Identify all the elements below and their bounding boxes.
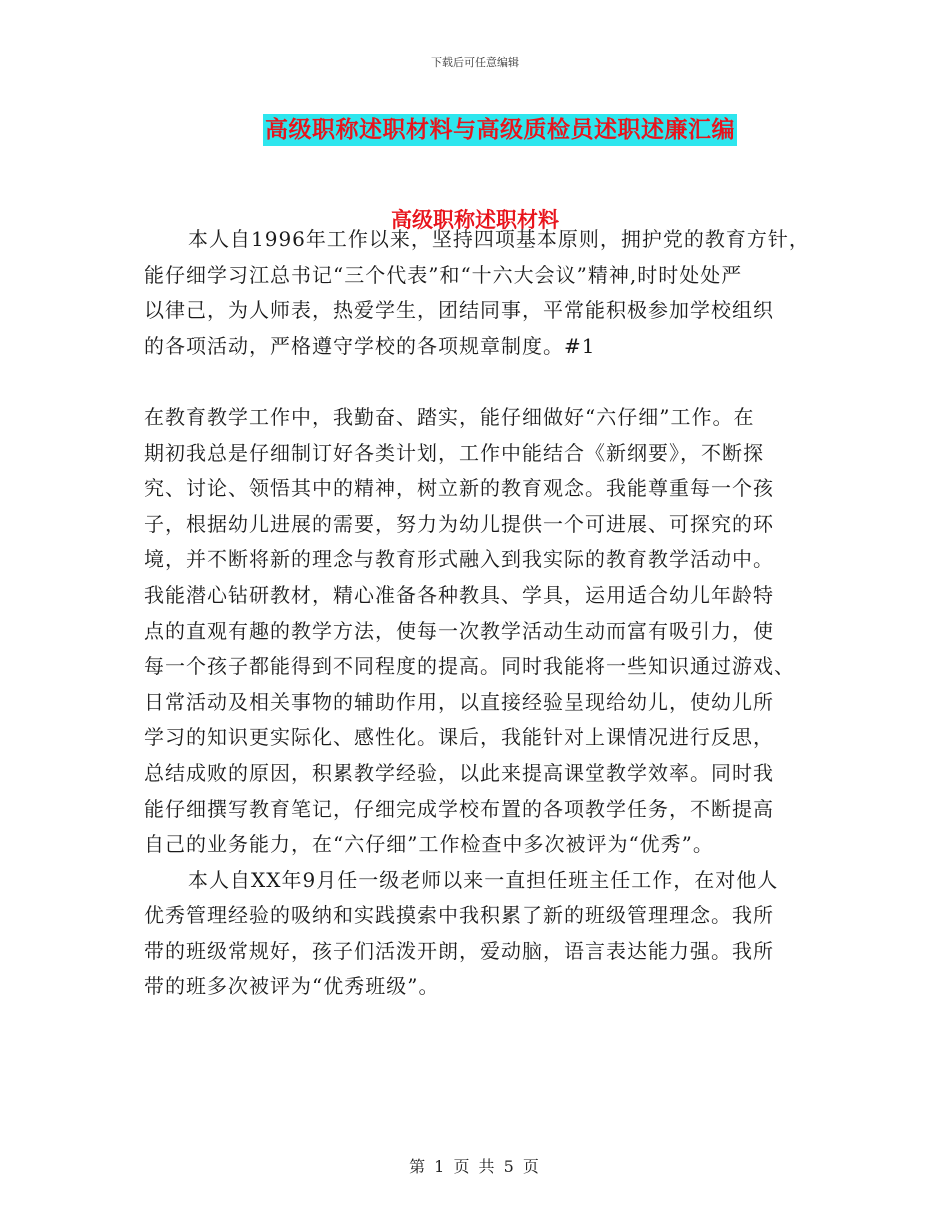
header-note: 下载后可任意编辑 (431, 56, 519, 69)
paragraph-line: 学习的知识更实际化、感性化。课后，我能针对上课情况进行反思， (144, 725, 774, 750)
paragraph-line: 以律己，为人师表，热爱学生，团结同事，平常能积极参加学校组织 (144, 298, 774, 323)
section-title: 高级职称述职材料 (391, 208, 559, 232)
paragraph-line: 我能潜心钻研教材，精心准备各种教具、学具，运用适合幼儿年龄特 (144, 582, 774, 607)
paragraph-line: 点的直观有趣的教学方法，使每一次教学活动生动而富有吸引力，使 (144, 618, 774, 643)
document-body (144, 222, 809, 1005)
paragraph-gap (144, 364, 809, 400)
paragraph-line: 境，并不断将新的理念与教育形式融入到我实际的教育教学活动中。 (144, 547, 774, 572)
paragraph-line: 本人自XX年9月任一级老师以来一直担任班主任工作，在对他人 (188, 867, 779, 892)
paragraph-line: 日常活动及相关事物的辅助作用，以直接经验呈现给幼儿，使幼儿所 (144, 689, 774, 714)
paragraph-line: 带的班级常规好，孩子们活泼开朗，爱动脑，语言表达能力强。我所 (144, 938, 774, 963)
paragraph-line: 子，根据幼儿进展的需要，努力为幼儿提供一个可进展、可探究的环 (144, 511, 774, 536)
page-footer: 第 1 页 共 5 页 (409, 1157, 541, 1176)
paragraph-line: 期初我总是仔细制订好各类计划，工作中能结合《新纲要》，不断探 (144, 440, 764, 465)
paragraph-line: 能仔细撰写教育笔记，仔细完成学校布置的各项教学任务，不断提高 (144, 796, 774, 821)
paragraph-line: 的各项活动，严格遵守学校的各项规章制度。#1 (144, 333, 596, 358)
paragraph-line: 在教育教学工作中，我勤奋、踏实，能仔细做好“六仔细”工作。在 (144, 404, 755, 429)
main-title: 高级职称述职材料与高级质检员述职述廉汇编 (263, 114, 737, 146)
paragraph-line: 自己的业务能力，在“六仔细”工作检查中多次被评为“优秀”。 (144, 832, 714, 857)
paragraph-line: 究、讨论、领悟其中的精神，树立新的教育观念。我能尊重每一个孩 (144, 476, 774, 501)
paragraph-line: 优秀管理经验的吸纳和实践摸索中我积累了新的班级管理理念。我所 (144, 903, 774, 928)
paragraph-line: 本人自1996年工作以来，坚持四项基本原则，拥护党的教育方针， (188, 227, 810, 251)
paragraph-line: 能仔细学习江总书记“三个代表”和“十六大会议”精神,时时处处严 (144, 262, 743, 287)
paragraph-line: 每一个孩子都能得到不同程度的提高。同时我能将一些知识通过游戏、 (144, 654, 795, 679)
paragraph-line: 总结成败的原因，积累教学经验，以此来提高课堂教学效率。同时我 (144, 760, 774, 785)
main-title-container (0, 114, 950, 146)
paragraph-line: 带的班多次被评为“优秀班级”。 (144, 974, 440, 999)
